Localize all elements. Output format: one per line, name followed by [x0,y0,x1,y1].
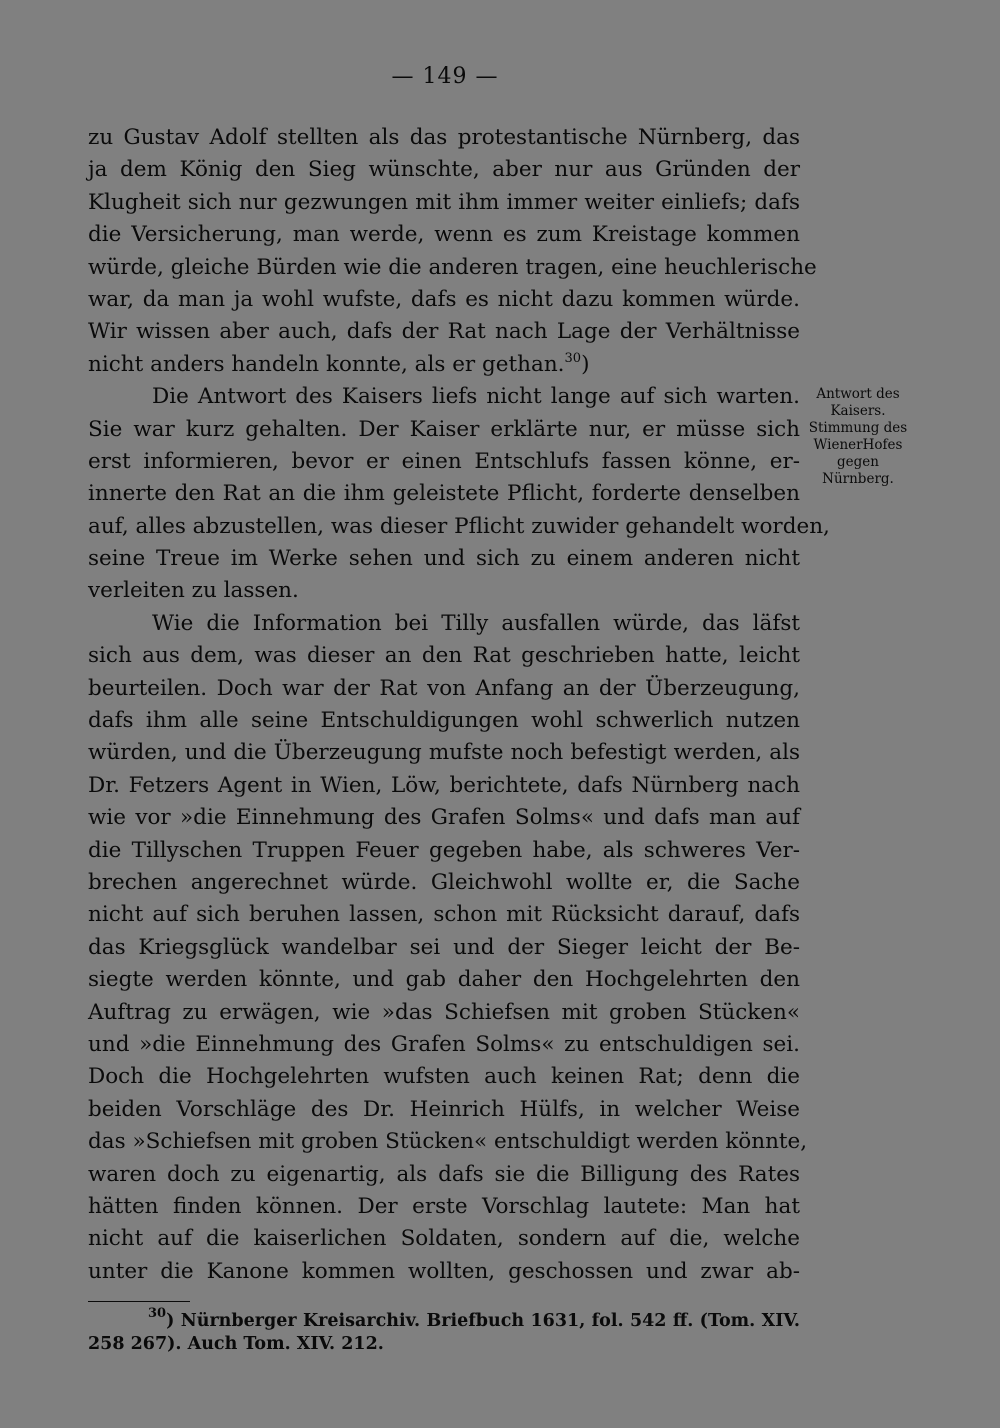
text-line: erst informieren, bevor er einen Entschlufs fassen könne, er- [88,448,800,474]
text-line: hätten finden können. Der erste Vorschlag lautete: Man hat [88,1193,800,1219]
text-line: Doch die Hochgelehrten wufsten auch keinen Rat; denn die [88,1064,800,1090]
text-line: brechen angerechnet würde. Gleichwohl wollte er, die Sache [88,869,800,895]
text-line: nicht auf sich beruhen lassen, schon mit Rücksicht darauf, dafs [88,902,800,928]
text-line: und »die Einnehmung des Grafen Solms« zu entschuldigen sei. [88,1031,800,1057]
text-line: ja dem König den Sieg wünschte, aber nur aus Gründen der [88,157,800,183]
text-line: zu Gustav Adolf stellten als das protestantische Nürnberg, das [88,125,800,150]
text-line: verleiten zu lassen. [88,578,299,604]
footnote-reference: 30 [564,350,582,366]
text-line: siegte werden könnte, und gab daher den Hochgelehrten den [88,967,800,993]
text-line: Wir wissen aber auch, dafs der Rat nach Lage der Verhältnisse [88,319,800,345]
text-line: nicht auf die kaiserlichen Soldaten, sondern auf die, welche [88,1226,800,1252]
margin-note-line: Antwort des [816,386,900,402]
text-line: Dr. Fetzers Agent in Wien, Löw, berichtete, dafs Nürnberg nach [88,772,800,798]
text-line: sich aus dem, was dieser an den Rat geschrieben hatte, leicht [88,643,800,669]
text-line: Die Antwort des Kaisers liefs nicht lange auf sich warten. [152,384,800,410]
text-line: war, da man ja wohl wufste, dafs es nicht dazu kommen würde. [88,286,800,312]
margin-note-line: Stimmung des [808,420,908,436]
body-text [88,122,830,1288]
margin-note-line: Nürnberg. [822,471,894,487]
text-line: Klugheit sich nur gezwungen mit ihm immer weiter einliefs; dafs [88,189,800,215]
text-line: Auftrag zu erwägen, wie »das Schiefsen mit groben Stücken« [88,999,800,1025]
text-line: Wie die Information bei Tilly ausfallen würde, das läfst [152,610,800,636]
text-line: seine Treue im Werke sehen und sich zu einem anderen nicht [88,546,800,572]
text-line: waren doch zu eigenartig, als dafs sie die Billigung des Rates [88,1161,800,1187]
text-line: unter die Kanone kommen wollten, geschossen und zwar ab- [88,1258,800,1284]
page-number: — 149 — [391,64,499,89]
footnote-reference-paren: ) [581,351,590,377]
text-line: beurteilen. Doch war der Rat von Anfang an der Überzeugung, [88,675,800,701]
margin-note-line: WienerHofes [813,437,903,453]
text-line [88,349,800,381]
footnote-text: ) Nürnberger Kreisarchiv. Briefbuch 1631, fol. 542 ff. (Tom. XIV. [166,1311,800,1331]
text-line: würde, gleiche Bürden wie die anderen tragen, eine heuchlerische [88,254,817,280]
text-line-content: nicht anders handeln konnte, als er gethan. [88,351,565,377]
text-line: auf, alles abzustellen, was dieser Pflicht zuwider gehandelt worden, [88,513,830,539]
text-line: innerte den Rat an die ihm geleistete Pflicht, forderte denselben [88,481,800,507]
text-line: das »Schiefsen mit groben Stücken« entschuldigt werden könnte, [88,1129,808,1155]
margin-note-line: Kaisers. [830,403,886,419]
footnote-marker: 30 [148,1306,167,1321]
text-line: wie vor »die Einnehmung des Grafen Solms« und dafs man auf [88,805,800,831]
text-line: würden, und die Überzeugung mufste noch befestigt werden, als [88,740,800,766]
text-line: dafs ihm alle seine Entschuldigungen wohl schwerlich nutzen [88,708,800,734]
footnote-divider [88,1301,190,1302]
text-line: das Kriegsglück wandelbar sei und der Sieger leicht der Be- [88,934,800,960]
margin-note-line: gegen [837,454,879,470]
footnote-line [88,1306,800,1333]
footnotes [88,1306,800,1356]
text-line: beiden Vorschläge des Dr. Heinrich Hülfs, in welcher Weise [88,1096,800,1122]
text-line: die Versicherung, man werde, wenn es zum Kreistage kommen [88,222,800,248]
text-line: Sie war kurz gehalten. Der Kaiser erklärte nur, er müsse sich [88,416,800,442]
margin-note [806,386,910,488]
footnote-line: 258 267). Auch Tom. XIV. 212. [88,1334,384,1354]
text-line: die Tillyschen Truppen Feuer gegeben habe, als schweres Ver- [88,837,800,863]
